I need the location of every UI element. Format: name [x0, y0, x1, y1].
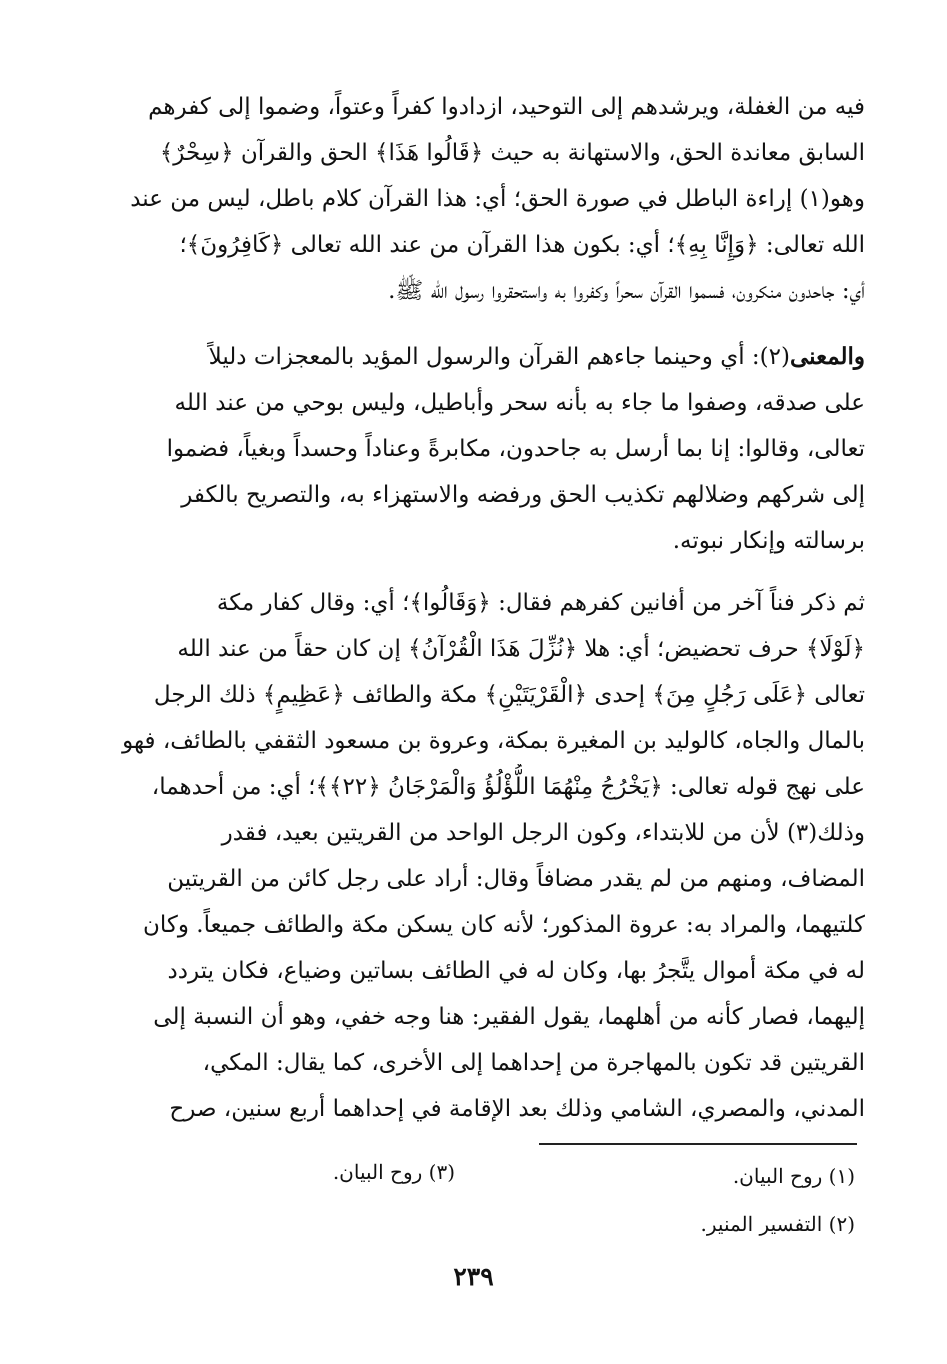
text-line: على نهج قوله تعالى: ﴿يَخْرُجُ مِنْهُمَا اللُّؤْلُؤُ وَالْمَرْجَانُ ﴿٢٢﴾﴾؛ أي: من أحدهما،: [151, 774, 865, 800]
text-line: إلى شركهم وضلالهم تكذيب الحق ورفضه والاستهزاء به، والتصريح بالكفر: [181, 482, 865, 508]
text-line: فيه من الغفلة، ويرشدهم إلى التوحيد، ازدادوا كفراً وعتواً، وضموا إلى كفرهم: [148, 94, 865, 120]
footnote-2: (٢) التفسير المنير.: [700, 1212, 855, 1236]
footnote-1: (١) روح البيان.: [732, 1164, 855, 1188]
text-line: تعالى، وقالوا: إنا بما أرسل به جاحدون، مكابرةً وعناداً وحسداً وبغياً، فضموا: [166, 436, 865, 462]
text-line: على صدقه، وصفوا ما جاء به بأنه سحر وأباطيل، وليس بوحي من عند الله: [174, 390, 865, 416]
paragraph-2: [88, 334, 865, 564]
text-line: إليهما، فصار كأنه من أهلهما، يقول الفقير: هنا وجه خفي، وهو أن النسبة إلى: [153, 1004, 865, 1030]
text-line: وذلك(٣) لأن من للابتداء، وكون الرجل الواحد من القريتين بعيد، فقدر: [221, 820, 865, 846]
text-line: كلتيهما، والمراد به: عروة المذكور؛ لأنه كان يسكن مكة والطائف جميعاً. وكان: [143, 912, 865, 938]
text-line: السابق معاندة الحق، والاستهانة به حيث ﴿قَالُوا هَذَا﴾ الحق والقرآن ﴿سِحْرٌ﴾: [159, 140, 865, 166]
footnote-3: (٣) روح البيان.: [332, 1160, 455, 1184]
page-number: ٢٣٩: [453, 1262, 494, 1291]
text-line: الله تعالى: ﴿وَإِنَّا بِهِ﴾؛ أي: بكون هذا القرآن من عند الله تعالى ﴿كَافِرُونَ﴾؛: [179, 232, 865, 258]
paragraph-3: [88, 580, 865, 1132]
text-line: برسالته وإنكار نبوته.: [672, 528, 865, 554]
text-line: المدني، والمصري، الشامي وذلك بعد الإقامة في إحداهما أربع سنين، صرح: [169, 1096, 865, 1122]
text-line-lead: [88, 334, 865, 380]
text-line: القريتين قد تكون بالمهاجرة من إحداهما إلى الأخرى، كما يقال: المكي،: [202, 1050, 865, 1076]
lead-line-text: (٢): أي وحينما جاءهم القرآن والرسول المؤيد بالمعجزات دليلاً: [208, 344, 790, 370]
text-line: تعالى ﴿عَلَى رَجُلٍ مِنَ﴾ إحدى ﴿الْقَرْيَتَيْنِ﴾ مكة والطائف ﴿عَظِيمٍ﴾ ذلك الرجل: [153, 682, 865, 708]
paragraph-1: [88, 84, 865, 314]
text-line: المضاف، ومنهم من لم يقدر مضافاً وقال: أراد على رجل كائن من القريتين: [167, 866, 865, 892]
text-line: ثم ذكر فناً آخر من أفانين كفرهم فقال: ﴿وَقَالُوا﴾؛ أي: وقال كفار مكة: [216, 590, 865, 616]
text-line: أي: جاحدون منكرون، فسموا القرآن سحراً وكفروا به واستحقروا رسول الله ﷺ.: [388, 278, 865, 304]
text-line: وهو(١) إراءة الباطل في صورة الحق؛ أي: هذا القرآن كلام باطل، ليس من عند: [130, 186, 865, 212]
text-line: له في مكة أموال يتَّجرُ بها، وكان له في الطائف بساتين وضياع، فكان يتردد: [167, 958, 865, 984]
text-line: بالمال والجاه، كالوليد بن المغيرة بمكة، وعروة بن مسعود الثقفي بالطائف، فهو: [122, 728, 865, 754]
footnote-divider: [539, 1143, 857, 1145]
lead-word: والمعنى: [789, 343, 865, 370]
text-line: ﴿لَوْلَا﴾ حرف تحضيض؛ أي: هلا ﴿نُزِّلَ هَذَا الْقُرْآنُ﴾ إن كان حقاً من عند الله: [177, 636, 865, 662]
